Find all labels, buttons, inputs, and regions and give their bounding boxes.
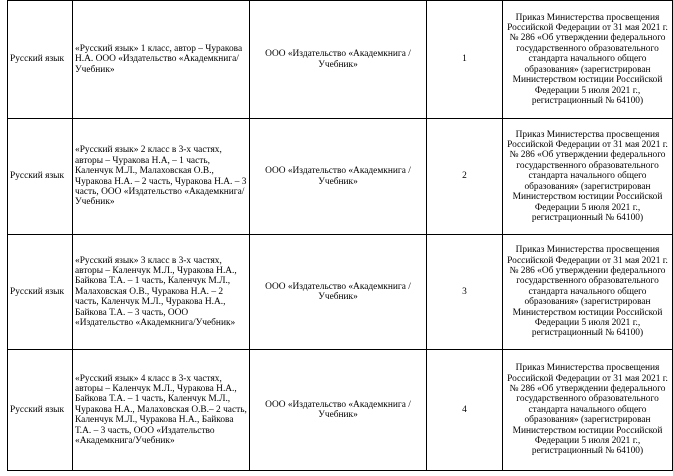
textbook-cell: «Русский язык» 2 класс в 3-х частях, авторы – Чуракова Н.А, – 1 часть, Каленчук М.Л., Малаховская О.В., Чуракова Н.А. – 2 часть, Чуракова Н.А. – 3 часть, ООО «Издательство «Академкнига/Учебник» [73, 119, 250, 235]
number-cell: 1 [427, 1, 503, 119]
table-row [8, 350, 673, 471]
subject-cell: Русский язык [8, 350, 73, 471]
publisher-cell: ООО «Издательство «Академкнига / Учебник» [250, 119, 427, 235]
order-text: Приказ Министерства просвещения Российской Федерации от 31 мая 2021 г. № 286 «Об утверждении федерального государственного образовательного стандарта начального общего образования» (зарегистрирован Министерством юстиции Российской Федерации 5 июля 2021 г., регистрационный № 64100) [507, 129, 668, 223]
subject-cell: Русский язык [8, 119, 73, 235]
subject-cell: Русский язык [8, 1, 73, 119]
number-cell: 3 [427, 235, 503, 350]
table-row [8, 235, 673, 350]
table-row [8, 119, 673, 235]
textbook-table [7, 0, 673, 471]
order-cell [503, 235, 673, 350]
order-cell [503, 119, 673, 235]
number-cell: 2 [427, 119, 503, 235]
order-text: Приказ Министерства просвещения Российской Федерации от 31 мая 2021 г. № 286 «Об утверждении федерального государственного образовательного стандарта начального общего образования» (зарегистрирован Министерством юстиции Российской Федерации 5 июля 2021 г., регистрационный № 64100) [507, 245, 668, 339]
textbook-cell: «Русский язык» 3 класс в 3-х частях, авторы – Каленчук М.Л., Чуракова Н.А., Байкова Т.А. – 1 часть, Каленчук М.Л., Малаховская О.В., Чуракова Н.А. – 2 часть, Каленчук М.Л., Чуракова Н.А., Байкова Т.А. – 3 часть, ООО «Издательство «Академкнига/Учебник» [73, 235, 250, 350]
textbook-cell: «Русский язык» 1 класс, автор – Чуракова Н.А. ООО «Издательство «Академкнига/ Учебник» [73, 1, 250, 119]
publisher-cell: ООО «Издательство «Академкнига / Учебник» [250, 350, 427, 471]
subject-cell: Русский язык [8, 235, 73, 350]
number-cell: 4 [427, 350, 503, 471]
table-row [8, 1, 673, 119]
order-cell [503, 350, 673, 471]
textbook-cell: «Русский язык» 4 класс в 3-х частях, авторы – Каленчук М.Л., Чуракова Н.А., Байкова Т.А. – 1 часть, Каленчук М.Л., Чуракова Н.А., Малаховская О.В.– 2 часть, Каленчук М.Л., Чуракова Н.А., Байкова Т.А. – 3 часть, ООО «Издательство «Академкнига/Учебник» [73, 350, 250, 471]
publisher-cell: ООО «Издательство «Академкнига / Учебник» [250, 1, 427, 119]
order-text: Приказ Министерства просвещения Российской Федерации от 31 мая 2021 г. № 286 «Об утверждении федерального государственного образовательного стандарта начального общего образования» (зарегистрирован Министерством юстиции Российской Федерации 5 июля 2021 г., регистрационный № 64100) [507, 12, 668, 106]
order-text: Приказ Министерства просвещения Российской Федерации от 31 мая 2021 г. № 286 «Об утверждении федерального государственного образовательного стандарта начального общего образования» (зарегистрирован Министерством юстиции Российской Федерации 5 июля 2021 г., регистрационный № 64100) [507, 363, 668, 457]
order-cell [503, 1, 673, 119]
publisher-cell: ООО «Издательство «Академкнига / Учебник» [250, 235, 427, 350]
